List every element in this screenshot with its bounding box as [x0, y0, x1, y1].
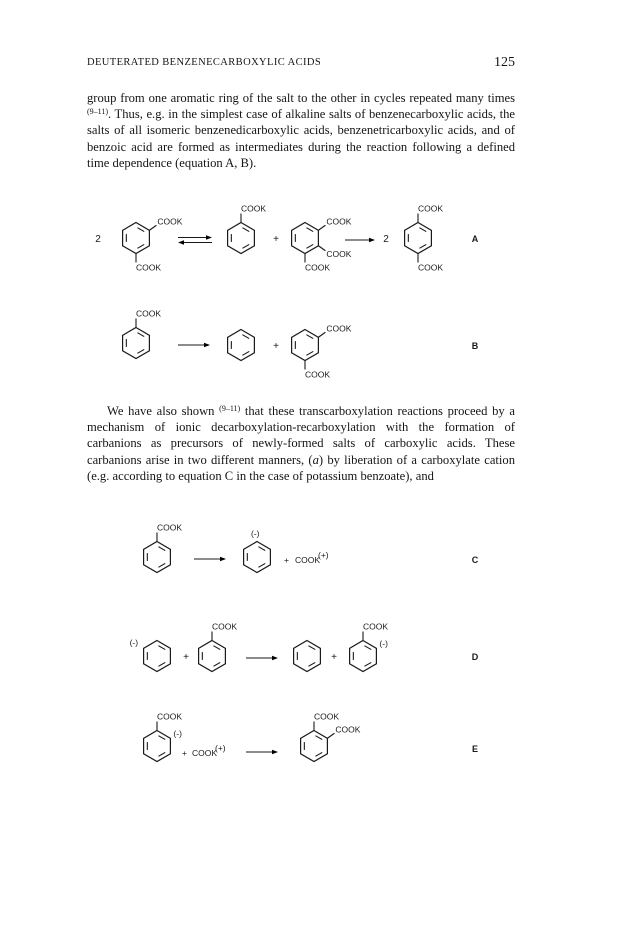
- carboxylate-substituent: COOK: [314, 711, 340, 722]
- plus-sign: +: [183, 652, 189, 663]
- paragraph2-text-b: that these transcarboxylation reactions proceed by a mechanism of ionic decarboxylation-recarboxylation with the formation of carbanions as precursors of newly-formed salts of carboxylic acids. These carbanions arise in two different manners, (: [87, 404, 515, 467]
- ring-double-bond: [242, 351, 249, 355]
- ring-double-bond: [364, 662, 371, 666]
- ring-double-bond: [419, 228, 426, 232]
- ring-double-bond: [364, 646, 371, 650]
- ring-double-bond: [158, 547, 165, 551]
- equilibrium-arrow-reverse-head: [178, 240, 184, 244]
- ring-double-bond: [242, 335, 249, 339]
- paragraph2-text-c: ) by liberation of a carboxylate cation (e.g. according to equation C in the case of potassium benzoate), and: [87, 452, 515, 483]
- carboxylate-substituent: COOK: [335, 724, 361, 735]
- reaction-arrow-head: [204, 343, 210, 347]
- plus-sign: +: [273, 234, 279, 245]
- carboxylate-substituent: COOK: [212, 621, 238, 632]
- potassium-carboxylate-cation: COOK: [295, 555, 321, 565]
- ring-double-bond: [137, 228, 144, 232]
- ring-double-bond: [158, 662, 165, 666]
- ring-double-bond: [306, 335, 313, 339]
- carboxylate-substituent-bond: [318, 246, 325, 251]
- ring-double-bond: [158, 752, 165, 756]
- carbanion-charge: (-): [129, 637, 139, 648]
- reaction-arrow-head: [369, 238, 375, 242]
- carbanion-charge: (-): [173, 728, 182, 739]
- plus-sign: +: [182, 748, 187, 758]
- ring-double-bond: [242, 228, 249, 232]
- carboxylate-substituent: COOK: [418, 203, 444, 214]
- carboxylate-substituent: COOK: [305, 262, 331, 273]
- ring-double-bond: [213, 662, 220, 666]
- ring-double-bond: [315, 736, 322, 740]
- carboxylate-substituent: COOK: [241, 203, 267, 214]
- carboxylate-substituent-bond: [327, 733, 334, 738]
- cation-charge: (+): [318, 550, 329, 560]
- coefficient: 2: [95, 234, 101, 245]
- reference-citation: (9–11): [87, 107, 109, 117]
- ring-double-bond: [308, 646, 315, 650]
- carboxylate-substituent: COOK: [157, 522, 183, 533]
- carboxylate-substituent: COOK: [157, 216, 183, 227]
- potassium-carboxylate-cation: COOK: [192, 748, 218, 758]
- ring-double-bond: [158, 646, 165, 650]
- ring-double-bond: [213, 646, 220, 650]
- equation-label-e: E: [471, 744, 479, 754]
- ring-double-bond: [315, 752, 322, 756]
- equilibrium-arrow-forward-head: [206, 235, 212, 239]
- cation-charge: (+): [215, 743, 226, 753]
- running-head-title: DEUTERATED BENZENECARBOXYLIC ACIDS: [87, 57, 322, 68]
- plus-sign: +: [284, 555, 289, 565]
- plus-sign: +: [273, 341, 279, 352]
- reference-citation: (9–11): [219, 404, 241, 413]
- carboxylate-substituent: COOK: [136, 262, 162, 273]
- ring-double-bond: [137, 349, 144, 353]
- carboxylate-substituent-bond: [318, 332, 325, 337]
- ring-double-bond: [158, 563, 165, 567]
- ring-double-bond: [158, 736, 165, 740]
- ring-double-bond: [419, 244, 426, 248]
- reaction-arrow-head: [272, 656, 278, 660]
- carbanion-charge: (-): [379, 638, 388, 649]
- carboxylate-substituent: COOK: [157, 711, 183, 722]
- ring-double-bond: [306, 228, 313, 232]
- equation-label-a: A: [471, 234, 479, 244]
- equation-label-d: D: [471, 652, 479, 662]
- ring-double-bond: [137, 244, 144, 248]
- carboxylate-substituent: COOK: [326, 216, 352, 227]
- ring-double-bond: [242, 244, 249, 248]
- ring-double-bond: [306, 351, 313, 355]
- carboxylate-substituent: COOK: [418, 262, 444, 273]
- coefficient: 2: [383, 234, 389, 245]
- reaction-arrow-head: [272, 750, 278, 754]
- ring-double-bond: [258, 563, 265, 567]
- carboxylate-substituent-bond: [318, 225, 325, 230]
- plus-sign: +: [331, 652, 337, 663]
- carboxylate-substituent: COOK: [326, 248, 352, 259]
- ring-double-bond: [258, 547, 265, 551]
- paragraph1-text-b: . Thus, e.g. in the simplest case of alkaline salts of benzenecarboxylic acids, the salts of all isomeric benzenedicarboxylic acids, benzenetricarboxylic acids, and of benzoic acid are formed as intermediates during the reaction following a defined time dependence (equation A, B).: [87, 107, 515, 170]
- ring-double-bond: [308, 662, 315, 666]
- page-number: 125: [494, 55, 515, 70]
- paragraph1-text-a: group from one aromatic ring of the salt to the other in cycles repeated many times: [87, 91, 515, 105]
- reaction-arrow-head: [220, 557, 226, 561]
- carboxylate-substituent: COOK: [363, 621, 389, 632]
- carboxylate-substituent: COOK: [136, 308, 162, 319]
- ring-double-bond: [137, 333, 144, 337]
- ring-double-bond: [306, 244, 313, 248]
- equation-label-b: B: [471, 341, 479, 351]
- paragraph2-text-a: We have also shown: [107, 404, 220, 418]
- carboxylate-substituent-bond: [149, 225, 156, 230]
- carbanion-charge: (-): [251, 528, 260, 539]
- carboxylate-substituent: COOK: [326, 323, 352, 334]
- equation-label-c: C: [471, 555, 479, 565]
- paragraph2-italic-a: a: [312, 452, 319, 467]
- carboxylate-substituent: COOK: [305, 369, 331, 380]
